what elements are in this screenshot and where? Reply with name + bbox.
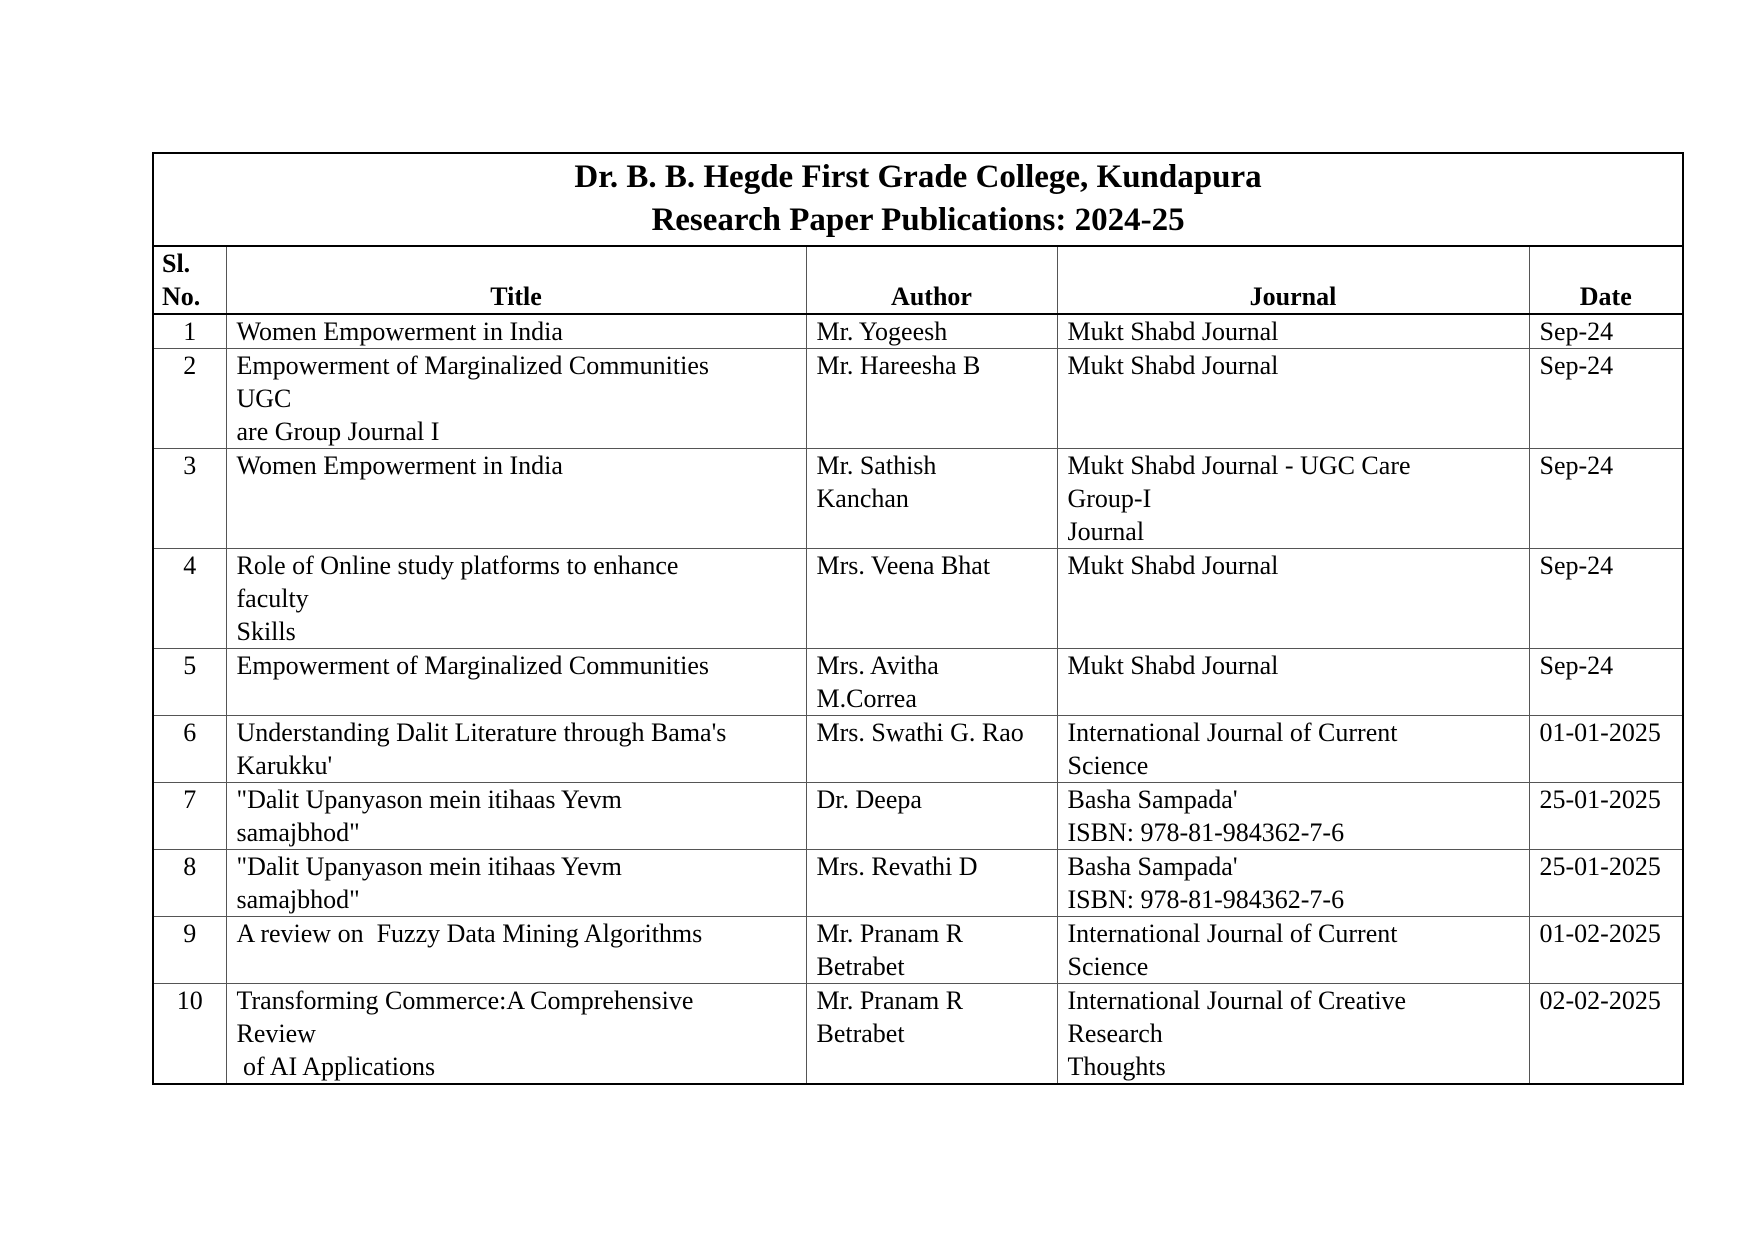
cell-journal-line: Mukt Shabd Journal (1067, 351, 1279, 380)
cell-author (806, 984, 1057, 1085)
cell-journal (1057, 314, 1529, 349)
cell-title (226, 850, 806, 917)
cell-author (806, 783, 1057, 850)
table-row (153, 449, 1683, 549)
cell-sl-no: 5 (153, 649, 226, 716)
cell-author-line: Mr. Pranam R (816, 919, 964, 948)
cell-author-line: Mr. Sathish (816, 451, 937, 480)
cell-journal (1057, 449, 1529, 549)
cell-title-line: UGC (236, 384, 292, 413)
cell-journal-line: Science (1067, 952, 1149, 981)
cell-author-line: Mrs. Avitha (816, 651, 939, 680)
publications-body (153, 314, 1683, 1084)
table-title-row (153, 153, 1683, 246)
cell-sl-no: 1 (153, 314, 226, 349)
cell-title (226, 349, 806, 449)
cell-journal-line: Basha Sampada' (1067, 852, 1238, 881)
cell-journal-line: Research (1067, 1019, 1163, 1048)
column-header-author: Author (806, 246, 1057, 314)
cell-date: 02-02-2025 (1529, 984, 1683, 1085)
cell-title-line: faculty (236, 584, 309, 613)
cell-title-line: Review (236, 1019, 316, 1048)
cell-author-line: M.Correa (816, 684, 917, 713)
cell-title (226, 716, 806, 783)
cell-journal-line: International Journal of Current (1067, 718, 1398, 747)
cell-author (806, 917, 1057, 984)
cell-author-line: Mr. Hareesha B (816, 351, 981, 380)
cell-title-line: "Dalit Upanyason mein itihaas Yevm (236, 785, 622, 814)
cell-sl-no: 3 (153, 449, 226, 549)
cell-journal-line: Mukt Shabd Journal (1067, 551, 1279, 580)
cell-author (806, 349, 1057, 449)
column-header-journal: Journal (1057, 246, 1529, 314)
cell-author-line: Mrs. Swathi G. Rao (816, 718, 1024, 747)
table-title (153, 153, 1683, 246)
cell-title (226, 649, 806, 716)
cell-title-line: A review on Fuzzy Data Mining Algorithms (236, 919, 703, 948)
cell-title-line: Understanding Dalit Literature through Bama's (236, 718, 727, 747)
column-header-sl-no: Sl. No. (153, 246, 226, 314)
cell-author-line: Dr. Deepa (816, 785, 922, 814)
cell-date: Sep-24 (1529, 649, 1683, 716)
cell-journal-line: Basha Sampada' (1067, 785, 1238, 814)
cell-date: 25-01-2025 (1529, 850, 1683, 917)
table-row (153, 984, 1683, 1085)
cell-journal-line: Journal (1067, 517, 1145, 546)
cell-journal-line: Mukt Shabd Journal (1067, 317, 1279, 346)
cell-journal (1057, 984, 1529, 1085)
table-row (153, 549, 1683, 649)
cell-journal-line: Mukt Shabd Journal - UGC Care (1067, 451, 1411, 480)
cell-title-line: Transforming Commerce:A Comprehensive (236, 986, 694, 1015)
cell-sl-no: 8 (153, 850, 226, 917)
cell-journal-line: Science (1067, 751, 1149, 780)
cell-author-line: Mr. Yogeesh (816, 317, 948, 346)
cell-sl-no: 9 (153, 917, 226, 984)
cell-journal (1057, 917, 1529, 984)
cell-journal-line: International Journal of Creative (1067, 986, 1407, 1015)
cell-date: Sep-24 (1529, 549, 1683, 649)
cell-title-line: Role of Online study platforms to enhance (236, 551, 679, 580)
cell-author-line: Kanchan (816, 484, 909, 513)
cell-journal-line: Group-I (1067, 484, 1152, 513)
column-header-date: Date (1529, 246, 1683, 314)
cell-title (226, 783, 806, 850)
table-row (153, 649, 1683, 716)
table-row (153, 783, 1683, 850)
cell-journal-line: ISBN: 978-81-984362-7-6 (1067, 885, 1345, 914)
cell-author-line: Mrs. Revathi D (816, 852, 978, 881)
cell-journal (1057, 850, 1529, 917)
cell-sl-no: 7 (153, 783, 226, 850)
column-header-row (153, 246, 1683, 314)
cell-author (806, 649, 1057, 716)
table-row (153, 314, 1683, 349)
cell-title-line: Empowerment of Marginalized Communities (236, 651, 709, 680)
cell-date: 01-01-2025 (1529, 716, 1683, 783)
cell-author (806, 716, 1057, 783)
table-row (153, 850, 1683, 917)
cell-author (806, 314, 1057, 349)
table-row (153, 716, 1683, 783)
cell-author (806, 449, 1057, 549)
cell-author (806, 850, 1057, 917)
cell-journal-line: Thoughts (1067, 1052, 1166, 1081)
cell-title (226, 984, 806, 1085)
cell-title (226, 449, 806, 549)
publications-sheet (152, 152, 1682, 1085)
cell-sl-no: 10 (153, 984, 226, 1085)
college-name: Dr. B. B. Hegde First Grade College, Kundapura (574, 159, 1262, 195)
cell-title (226, 549, 806, 649)
cell-date: Sep-24 (1529, 449, 1683, 549)
cell-journal (1057, 549, 1529, 649)
cell-title-line: Empowerment of Marginalized Communities (236, 351, 709, 380)
cell-author (806, 549, 1057, 649)
cell-sl-no: 6 (153, 716, 226, 783)
cell-title-line: "Dalit Upanyason mein itihaas Yevm (236, 852, 622, 881)
table-row (153, 349, 1683, 449)
cell-journal-line: Mukt Shabd Journal (1067, 651, 1279, 680)
publications-table (152, 152, 1684, 1085)
cell-title (226, 314, 806, 349)
cell-journal (1057, 783, 1529, 850)
cell-title-line: Women Empowerment in India (236, 317, 563, 346)
cell-title-line: of AI Applications (236, 1052, 436, 1081)
table-row (153, 917, 1683, 984)
cell-title-line: Skills (236, 617, 296, 646)
column-header-title: Title (226, 246, 806, 314)
cell-title-line: samajbhod" (236, 885, 360, 914)
cell-date: Sep-24 (1529, 349, 1683, 449)
cell-journal-line: ISBN: 978-81-984362-7-6 (1067, 818, 1345, 847)
report-subtitle: Research Paper Publications: 2024-25 (651, 202, 1185, 238)
cell-date: 01-02-2025 (1529, 917, 1683, 984)
cell-journal-line: International Journal of Current (1067, 919, 1398, 948)
cell-sl-no: 4 (153, 549, 226, 649)
cell-author-line: Betrabet (816, 1019, 905, 1048)
cell-author-line: Mr. Pranam R (816, 986, 964, 1015)
cell-title-line: are Group Journal I (236, 417, 440, 446)
cell-date: 25-01-2025 (1529, 783, 1683, 850)
cell-journal (1057, 349, 1529, 449)
cell-title-line: Women Empowerment in India (236, 451, 563, 480)
cell-journal (1057, 716, 1529, 783)
cell-date: Sep-24 (1529, 314, 1683, 349)
cell-author-line: Betrabet (816, 952, 905, 981)
cell-sl-no: 2 (153, 349, 226, 449)
cell-author-line: Mrs. Veena Bhat (816, 551, 991, 580)
cell-journal (1057, 649, 1529, 716)
cell-title-line: Karukku' (236, 751, 333, 780)
cell-title-line: samajbhod" (236, 818, 360, 847)
cell-title (226, 917, 806, 984)
